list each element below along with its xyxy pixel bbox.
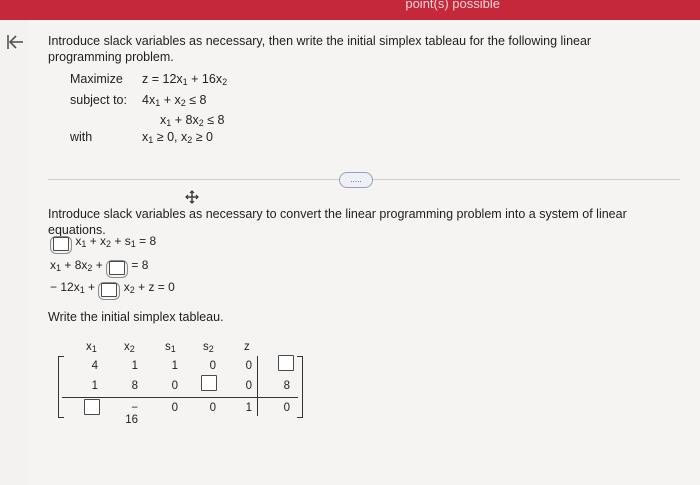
part-instruction: Introduce slack variables as necessary to convert the linear programming problem into a system of linear equations.	[48, 207, 627, 237]
cell-r3-s1: 0	[171, 402, 178, 414]
subject-to-label: subject to:	[70, 93, 127, 107]
answer-box-eq2[interactable]	[109, 261, 125, 275]
constraint-2: $x_1 + 8x_2 \le 8$	[160, 113, 225, 128]
equation-3-answer-group	[98, 282, 120, 300]
back-arrow-icon[interactable]	[6, 32, 24, 52]
cell-r1-x2: 1	[131, 360, 138, 372]
with-label: with	[70, 130, 93, 144]
objective-function: $z = 12x_1 + 16x_2$	[142, 72, 228, 87]
points-label: point(s) possible	[405, 0, 500, 11]
equation-1-answer-group	[50, 236, 72, 254]
header-x2: $x_2$	[124, 341, 135, 354]
maximize-label: Maximize	[70, 72, 123, 86]
cell-r2-rhs: 8	[283, 380, 290, 392]
answer-box-r1-rhs[interactable]	[278, 355, 294, 371]
cell-r1-s2: 0	[209, 360, 216, 372]
equation-2-answer-group	[106, 260, 128, 278]
cell-r2-s1: 0	[171, 380, 178, 392]
cell-r1-s1: 1	[171, 360, 178, 372]
cell-r3-s2: 0	[209, 402, 216, 414]
tableau-instruction: Write the initial simplex tableau.	[48, 310, 224, 324]
cell-r1-z: 0	[245, 360, 252, 372]
cell-r2-z: 0	[245, 380, 252, 392]
answer-box-eq1[interactable]	[53, 237, 69, 251]
answer-box-r3-x1[interactable]	[84, 399, 100, 415]
header-s2: $s_2$	[203, 341, 214, 354]
equation-3: − $12x_1 + x_2 + z = 0$	[50, 280, 175, 300]
equation-1: $x_1 + x_2 + s_1 = 8$	[50, 234, 156, 254]
constraint-1: $4x_1 + x_2 \le 8$	[142, 93, 207, 108]
nonnegativity: $x_1 \ge 0$, $x_2 \ge 0$	[142, 130, 214, 145]
cell-r2-x1: 1	[91, 380, 98, 392]
answer-box-r2-s2[interactable]	[201, 375, 217, 391]
tableau-rhs-divider	[257, 356, 258, 416]
equation-2: $x_1 + 8x_2$ + = 8	[50, 258, 148, 278]
cell-r1-x1: 4	[91, 360, 98, 372]
header-s1: $s_1$	[165, 341, 176, 354]
tableau-bracket-right	[297, 356, 303, 418]
question-prompt: Introduce slack variables as necessary, then write the initial simplex tableau for the following linear programming problem.	[48, 34, 592, 64]
answer-box-eq3[interactable]	[101, 283, 117, 297]
cell-r2-x2: 8	[131, 380, 138, 392]
move-cursor-icon	[185, 190, 199, 204]
expand-button[interactable]: .....	[339, 172, 373, 188]
tableau-bracket-left	[58, 356, 64, 418]
header-z: z	[244, 341, 250, 353]
tableau-objective-divider	[62, 397, 298, 398]
header-x1: $x_1$	[86, 341, 97, 354]
cell-r3-rhs: 0	[283, 402, 290, 414]
cell-r3-x2: − 16	[125, 402, 138, 426]
header-bar	[0, 0, 700, 20]
cell-r3-z: 1	[245, 402, 252, 414]
